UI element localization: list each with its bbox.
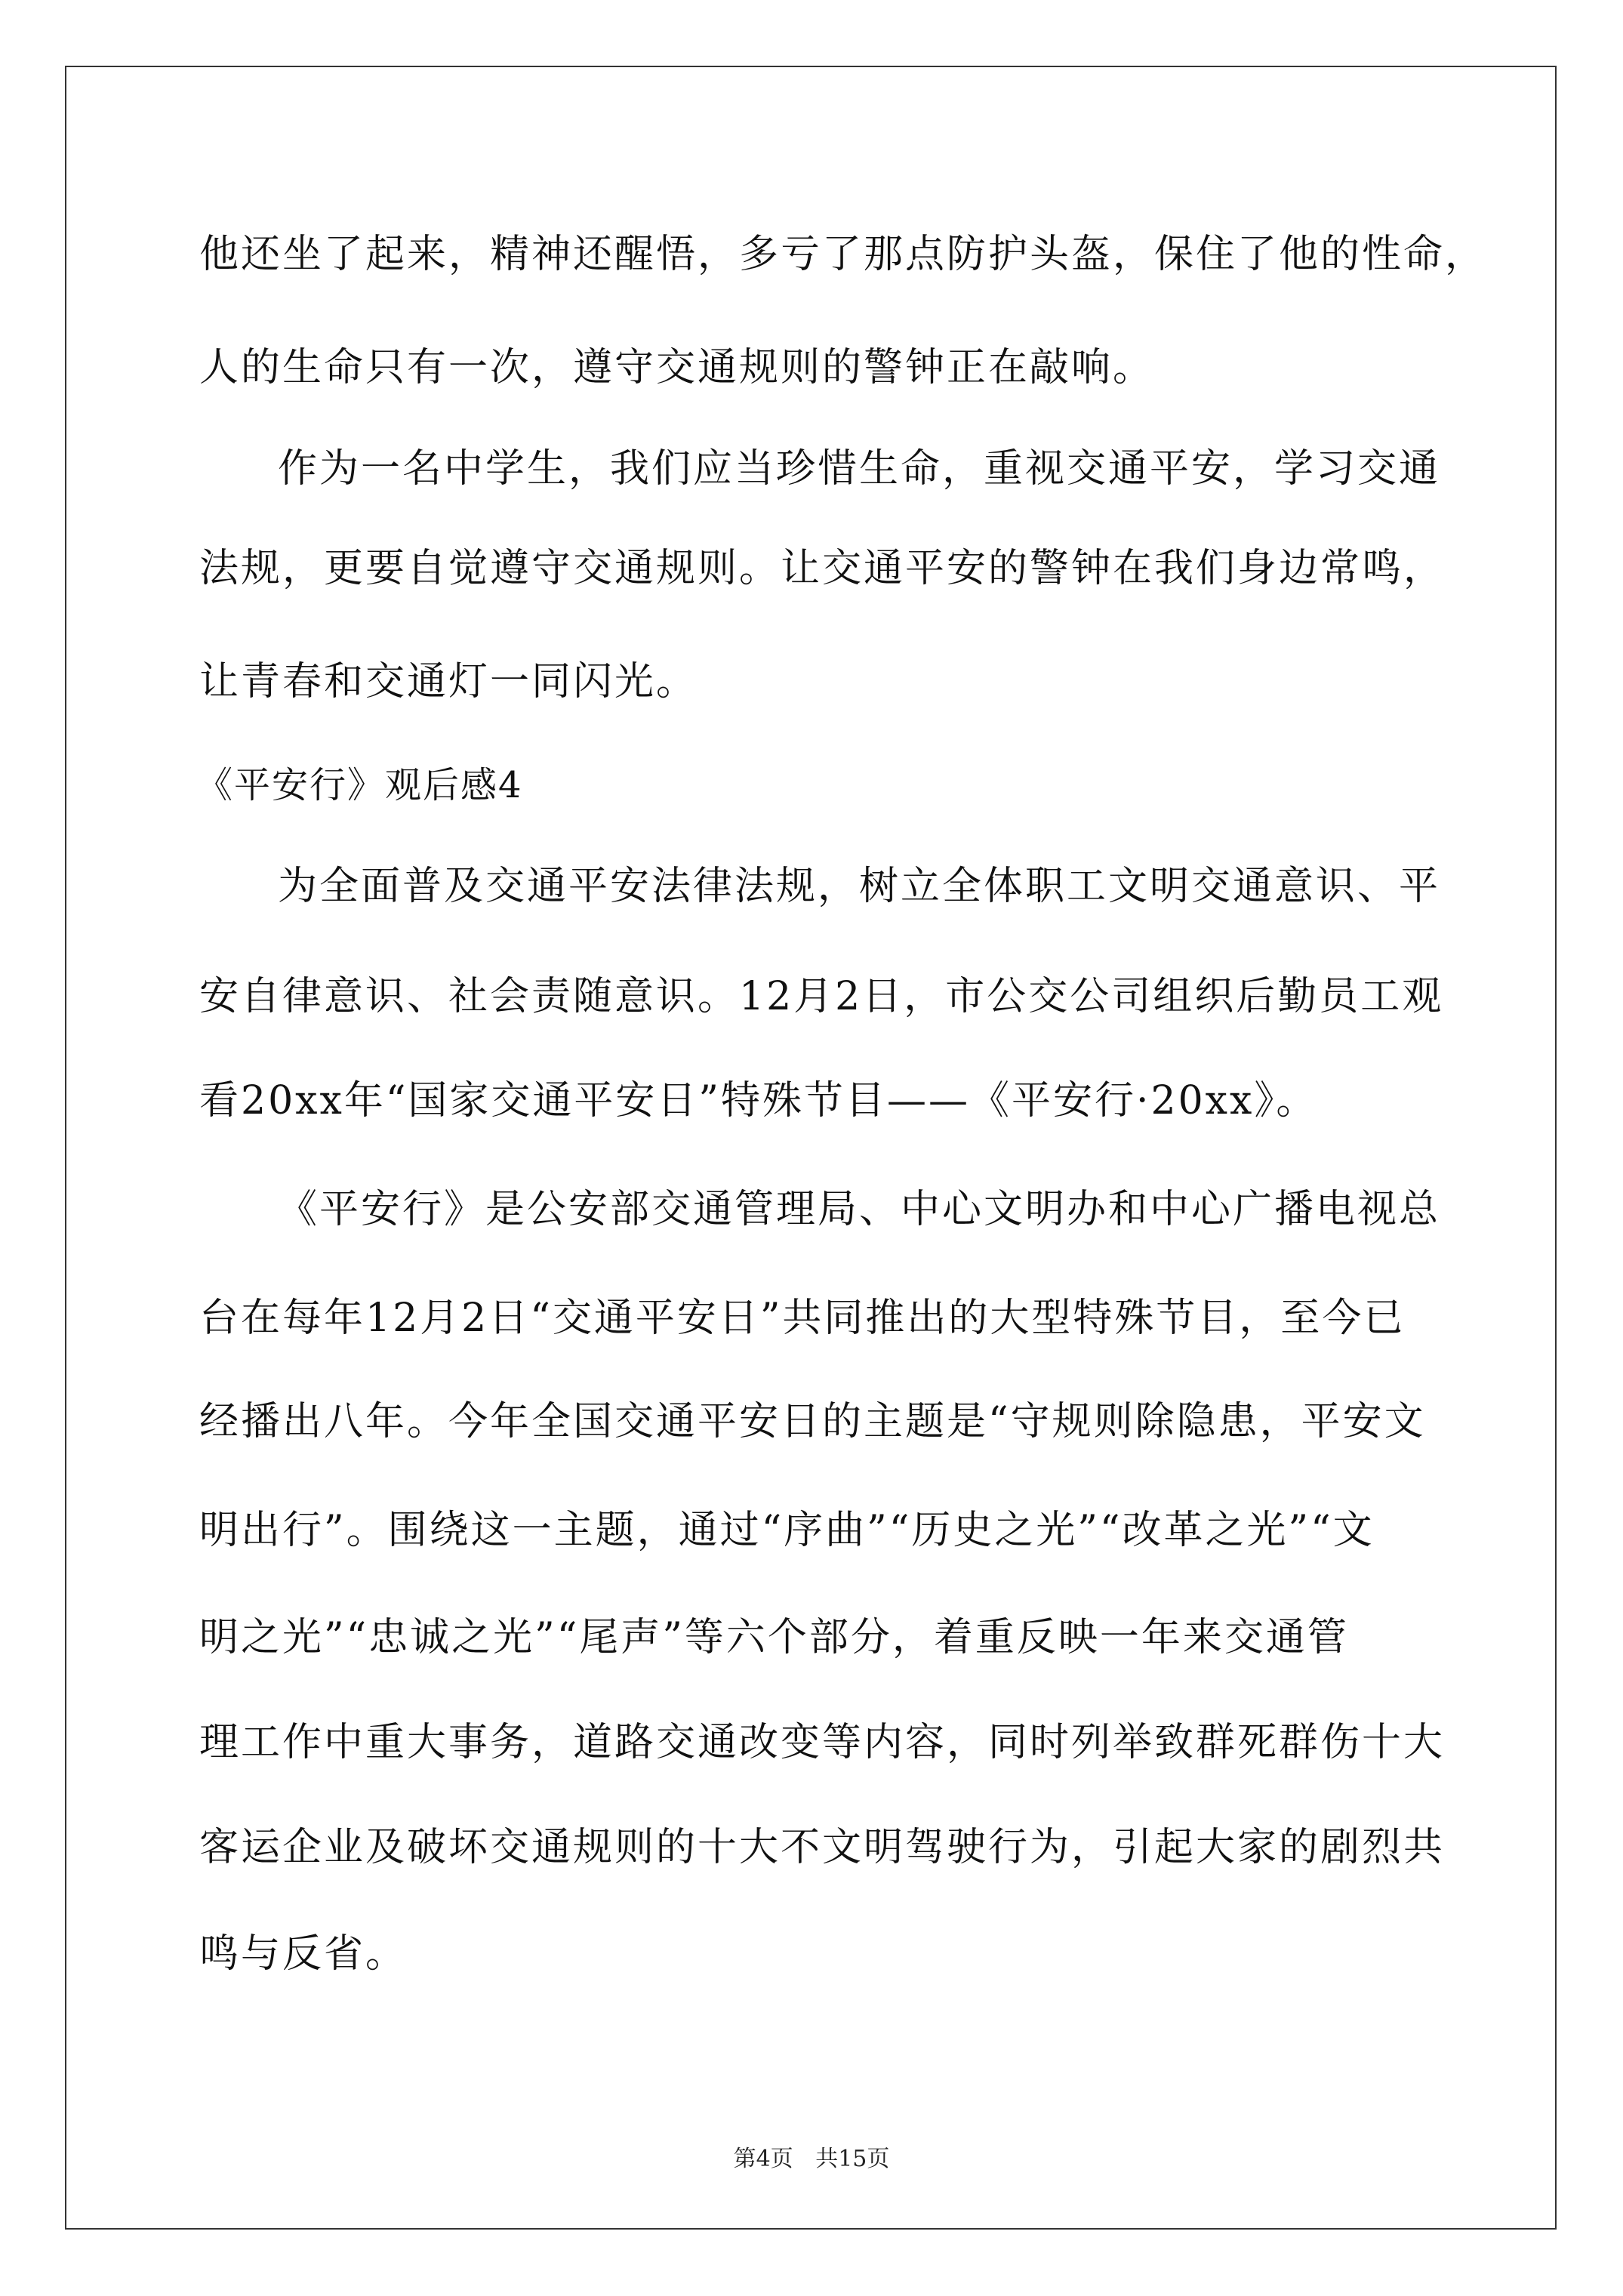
paragraph-line-5: 让青春和交通灯一同闪光。 (199, 659, 698, 704)
paragraph-line-12: 明出行”。围绕这一主题，通过“序曲”“历史之光”“改革之光”“文 (199, 1508, 1375, 1553)
paragraph-line-13: 明之光”“忠诚之光”“尾声”等六个部分，着重反映一年来交通管 (199, 1615, 1349, 1660)
paragraph-line-15: 客运企业及破坏交通规则的十大不文明驾驶行为，引起大家的剧烈共 (199, 1825, 1446, 1870)
paragraph-line-8: 看20xx年“国家交通平安日”特殊节目——《平安行·20xx》。 (199, 1078, 1318, 1123)
paragraph-line-11: 经播出八年。今年全国交通平安日的主题是“守规则除隐患，平安文 (199, 1399, 1426, 1444)
page-number-current: 第4页 (733, 2146, 793, 2172)
page-footer (0, 2144, 1623, 2174)
page-number-total: 共15页 (815, 2146, 890, 2172)
paragraph-line-7: 安自律意识、社会责随意识。12月2日，市公交公司组织后勤员工观 (199, 974, 1444, 1019)
paragraph-line-14: 理工作中重大事务，道路交通改变等内容，同时列举致群死群伤十大 (199, 1720, 1446, 1765)
paragraph-line-1: 他还坐了起来，精神还醒悟，多亏了那点防护头盔，保住了他的性命， (199, 232, 1487, 277)
paragraph-line-16: 鸣与反省。 (199, 1931, 408, 1977)
paragraph-line-3: 作为一名中学生，我们应当珍惜生命，重视交通平安，学习交通 (278, 446, 1441, 492)
paragraph-line-9: 《平安行》是公安部交通管理局、中心文明办和中心广播电视总 (278, 1187, 1441, 1232)
paragraph-line-4: 法规，更要自觉遵守交通规则。让交通平安的警钟在我们身边常鸣， (199, 546, 1446, 591)
paragraph-line-2: 人的生命只有一次，遵守交通规则的警钟正在敲响。 (199, 345, 1155, 390)
paragraph-line-10: 台在每年12月2日“交通平安日”共同推出的大型特殊节目，至今已 (199, 1296, 1406, 1341)
section-heading: 《平安行》观后感4 (196, 764, 523, 806)
paragraph-line-6: 为全面普及交通平安法律法规，树立全体职工文明交通意识、平 (278, 864, 1441, 909)
